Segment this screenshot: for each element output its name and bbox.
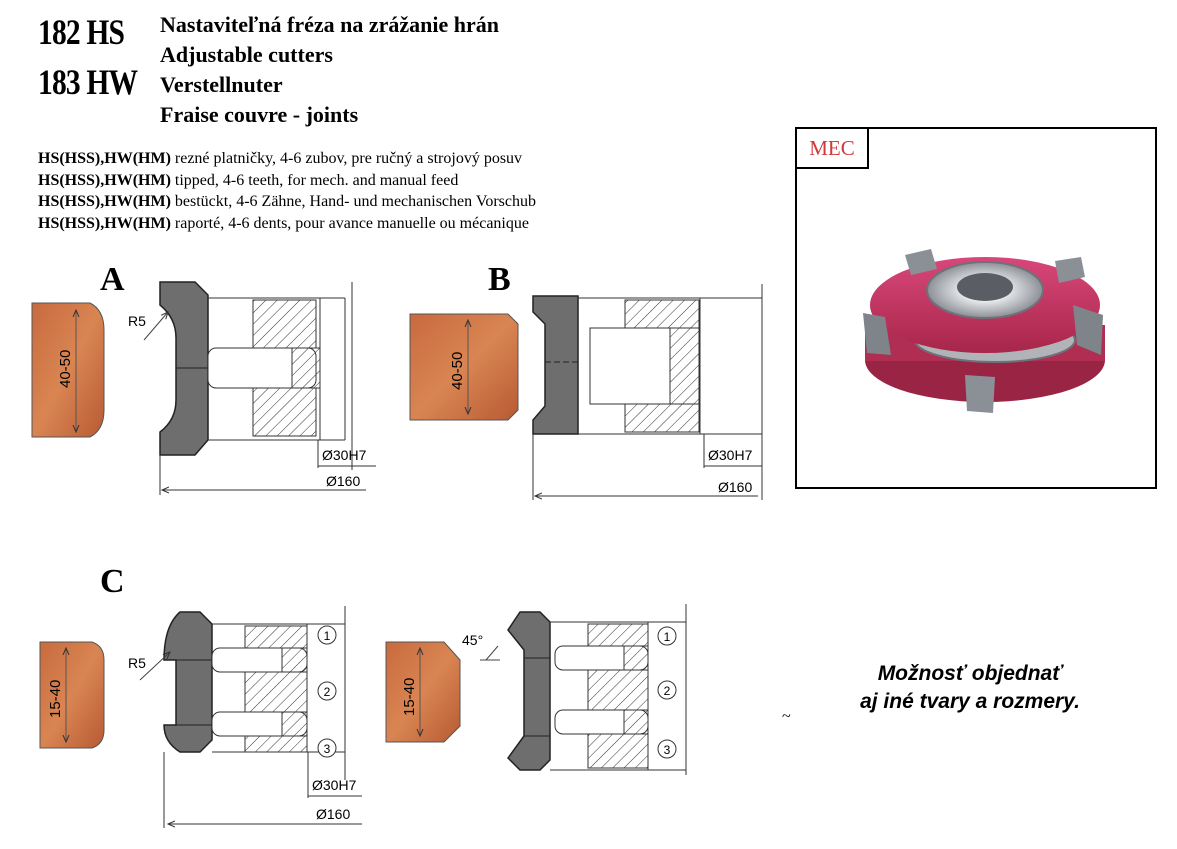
diagram-b	[410, 261, 762, 500]
workpiece-a-dim: 40-50	[57, 349, 74, 388]
bore-b: Ø30H7	[708, 447, 753, 463]
marker-3: 3	[323, 742, 331, 756]
title-french: Fraise couvre - joints	[160, 102, 359, 127]
title-slovak: Nastaviteľná fréza na zrážanie hrán	[160, 12, 500, 37]
product-code-183: 183 HW	[38, 62, 138, 102]
note-line-2: aj iné tvary a rozmery.	[860, 690, 1080, 713]
marker-2-b: 2	[663, 684, 671, 698]
cutter-profile-b	[533, 296, 578, 434]
workpiece-c2	[386, 642, 460, 742]
title-german: Verstellnuter	[160, 72, 283, 97]
marker-2: 2	[323, 685, 331, 699]
diagram-a	[32, 261, 376, 495]
bore-c: Ø30H7	[312, 777, 357, 793]
product-code-182: 182 HS	[38, 12, 125, 52]
diagram-c	[40, 563, 686, 828]
brand-label: MEC	[797, 129, 869, 169]
bore-a: Ø30H7	[322, 447, 367, 463]
diagram-c-label: C	[100, 563, 125, 600]
radius-a: R5	[128, 313, 146, 329]
workpiece-c2-dim: 15-40	[401, 677, 418, 716]
cutter-profile-c1	[164, 612, 212, 752]
diameter-b: Ø160	[718, 479, 753, 495]
marker-1-b: 1	[663, 630, 671, 644]
workpiece-b-dim: 40-50	[449, 351, 466, 390]
description-line: HS(HSS),HW(HM) tipped, 4-6 teeth, for mech. and manual feed	[38, 171, 459, 189]
diagram-b-label: B	[488, 261, 511, 298]
stray-mark: ~	[782, 708, 791, 725]
marker-3-b: 3	[663, 743, 671, 757]
description-line: HS(HSS),HW(HM) bestückt, 4-6 Zähne, Hand- und mechanischen Vorschub	[38, 193, 536, 210]
workpiece-c1-dim: 15-40	[47, 679, 64, 718]
marker-1: 1	[323, 629, 331, 643]
cutter-photo	[845, 235, 1125, 425]
diameter-a: Ø160	[326, 473, 361, 489]
custom-order-note	[820, 660, 1120, 716]
description-line: HS(HSS),HW(HM) raporté, 4-6 dents, pour avance manuelle ou mécanique	[38, 214, 529, 232]
diameter-c: Ø160	[316, 806, 351, 822]
note-line-1: Možnosť objednať	[877, 662, 1063, 685]
description-line: HS(HSS),HW(HM) rezné platničky, 4-6 zubov, pre ručný a strojový posuv	[38, 150, 523, 167]
title-english: Adjustable cutters	[160, 42, 333, 67]
diagram-a-label: A	[100, 261, 125, 298]
cutter-profile-c2	[508, 612, 550, 770]
radius-c: R5	[128, 655, 146, 671]
angle-c: 45°	[462, 632, 484, 648]
